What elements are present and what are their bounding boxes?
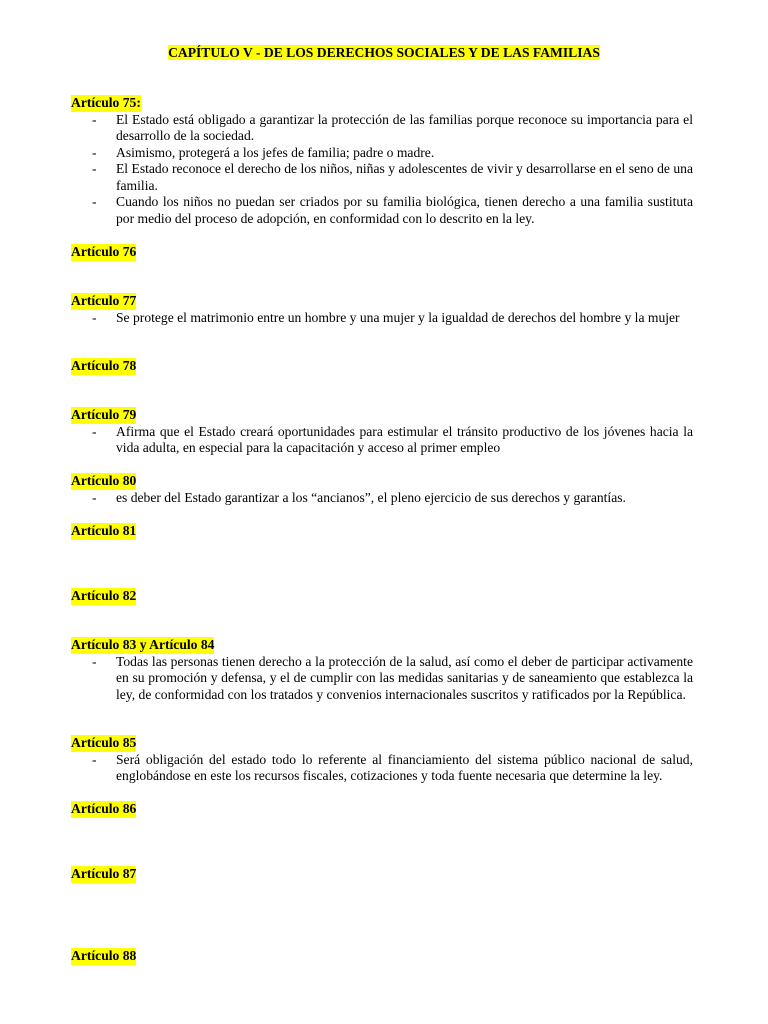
- article-heading: Artículo 86: [71, 801, 137, 816]
- article-heading: Artículo 88: [71, 948, 137, 963]
- article-86: [71, 801, 693, 818]
- article-items: [71, 752, 693, 785]
- list-item: - El Estado reconoce el derecho de los niños, niñas y adolescentes de vivir y desarrollarse en el seno de una familia.: [71, 161, 693, 194]
- article-heading: Artículo 80: [71, 473, 137, 488]
- article-items: [71, 112, 693, 228]
- article-heading: Artículo 81: [71, 523, 137, 538]
- article-82: [71, 588, 693, 605]
- article-87: [71, 866, 693, 883]
- article-83-84: [71, 637, 693, 703]
- article-77: [71, 293, 693, 326]
- article-heading: Artículo 85: [71, 735, 137, 750]
- article-items: [71, 424, 693, 457]
- article-items: [71, 654, 693, 704]
- article-81: [71, 523, 693, 540]
- article-heading: Artículo 75:: [71, 95, 141, 110]
- article-heading: Artículo 76: [71, 244, 137, 259]
- article-80: [71, 473, 693, 506]
- article-items: [71, 310, 693, 327]
- article-heading: Artículo 79: [71, 407, 137, 422]
- list-item: - es deber del Estado garantizar a los “ancianos”, el pleno ejercicio de sus derechos y garantías.: [71, 490, 693, 507]
- article-75: [71, 95, 693, 227]
- article-79: [71, 407, 693, 457]
- chapter-title-text: CAPÍTULO V - DE LOS DERECHOS SOCIALES Y DE LAS FAMILIAS: [168, 45, 600, 60]
- list-item: - El Estado está obligado a garantizar la protección de las familias porque reconoce su importancia para el desarrollo de la sociedad.: [71, 112, 693, 145]
- article-78: [71, 358, 693, 375]
- article-88: [71, 948, 693, 965]
- article-heading: Artículo 83 y Artículo 84: [71, 637, 215, 652]
- article-heading: Artículo 77: [71, 293, 137, 308]
- list-item: - Cuando los niños no puedan ser criados por su familia biológica, tienen derecho a una familia sustituta por medio del proceso de adopción, en conformidad con lo descrito en la ley.: [71, 194, 693, 227]
- list-item: - Será obligación del estado todo lo referente al financiamiento del sistema público nacional de salud, englobándose en este los recursos fiscales, cotizaciones y toda fuente necesaria que determine la ley.: [71, 752, 693, 785]
- article-heading: Artículo 87: [71, 866, 137, 881]
- chapter-title: [0, 45, 768, 62]
- list-item: - Se protege el matrimonio entre un hombre y una mujer y la igualdad de derechos del hombre y la mujer: [71, 310, 693, 327]
- article-76: [71, 244, 693, 261]
- article-85: [71, 735, 693, 785]
- article-heading: Artículo 82: [71, 588, 137, 603]
- list-item: - Afirma que el Estado creará oportunidades para estimular el tránsito productivo de los jóvenes hacia la vida adulta, en especial para la capacitación y acceso al primer empleo: [71, 424, 693, 457]
- list-item: - Todas las personas tienen derecho a la protección de la salud, así como el deber de participar activamente en su promoción y defensa, y el de cumplir con las medidas sanitarias y de saneamiento que establezca la ley, de conformidad con los tratados y convenios internacionales suscritos y ratificados por la República.: [71, 654, 693, 704]
- list-item: - Asimismo, protegerá a los jefes de familia; padre o madre.: [71, 145, 693, 162]
- article-heading: Artículo 78: [71, 358, 137, 373]
- article-items: [71, 490, 693, 507]
